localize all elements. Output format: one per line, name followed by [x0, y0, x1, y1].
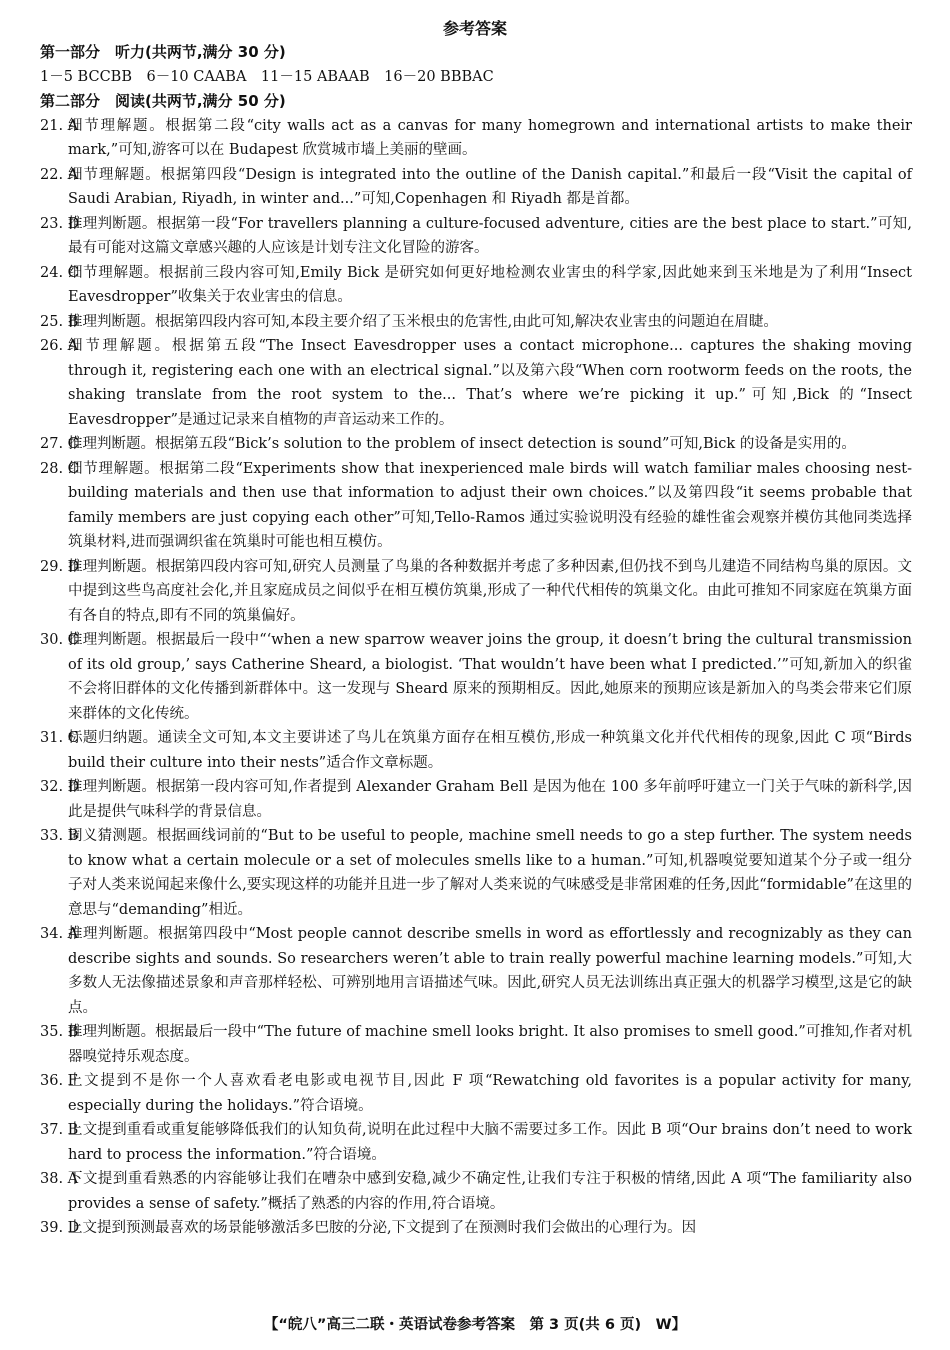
answer-item-32: [40, 775, 912, 824]
answer-explanation: 上文提到重看或重复能够降低我们的认知负荷,说明在此过程中大脑不需要过多工作。因此 B 项“Our brains don’t need to work hard to process the information.”符合语境。: [68, 1122, 912, 1163]
answer-item-36: [40, 1069, 912, 1118]
page-footer: 【“皖八”高三二联・英语试卷参考答案 第 3 页(共 6 页) W】: [263, 1317, 687, 1333]
answer-item-34: [40, 922, 912, 1020]
answer-number: 27. C: [40, 436, 79, 452]
answer-explanation: 上文提到不是你一个人喜欢看老电影或电视节目,因此 F 项“Rewatching old favorites is a popular activity for many, especially during the holidays.”符合语境。: [68, 1073, 912, 1114]
answer-number: 25. B: [40, 313, 79, 330]
answer-explanation: 推理判断题。根据第一段内容可知,作者提到 Alexander Graham Bell 是因为他在 100 多年前呼吁建立一门关于气味的新科学,因此是提供气味科学的背景信息。: [68, 779, 912, 820]
answer-explanation: 细节理解题。根据第五段“The Insect Eavesdropper uses a contact microphone... captures the shaking moving through it, registering each one with an electrical signal.”以及第六段“When corn rootworm feeds on the roots, the shaking translate from the root system to the... That’s where we’re picking it up.”可知,Bick 的“Insect Eavesdropper”是通过记录来自植物的声音运动来工作的。: [68, 338, 912, 428]
answer-explanation: 推理判断题。根据第四段中“Most people cannot describe smells in word as effortlessly and recognizably as they can describe sights and sounds. So researchers weren’t able to train really powerful machine learning models.”可知,大多数人无法像描述景象和声音那样轻松、可辨别地用言语描述气味。因此,研究人员无法训练出真正强大的机器学习模型,这是它的缺点。: [68, 926, 912, 1016]
answer-explanation: 推理判断题。根据最后一段中“The future of machine smell looks bright. It also promises to smell good.”可推知,作者对机器嗅觉持乐观态度。: [68, 1024, 912, 1065]
answer-number: 32. D: [40, 779, 80, 795]
answer-item-31: [40, 726, 912, 775]
answer-item-35: [40, 1020, 912, 1069]
answer-explanation: 推理判断题。根据第四段内容可知,研究人员测量了鸟巢的各种数据并考虑了多种因素,但仍找不到鸟儿建造不同结构鸟巢的原因。文中提到这些鸟高度社会化,并且家庭成员之间似乎在相互模仿筑巢,形成了一种代代相传的筑巢文化。由此可推知不同家庭在筑巢方面有各自的特点,即有不同的筑巢偏好。: [68, 558, 912, 624]
answer-explanation: 词义猜测题。根据画线词前的“But to be useful to people, machine smell needs to go a step further. The system needs to know what a certain molecule or a set of molecules smells like to a human.”可知,机器嗅觉要知道某个分子或一组分子对人类来说闻起来像什么,要实现这样的功能并且进一步了解对人类来说的气味感受是非常困难的任务,因此“formidable”在这里的意思与“demanding”相近。: [68, 828, 912, 918]
answer-number: 37. B: [40, 1122, 79, 1138]
part1-heading: 第一部分 听力(共两节,满分 30 分): [40, 43, 286, 61]
answer-explanation: 细节理解题。根据第四段“Design is integrated into the outline of the Danish capital.”和最后一段“Visit the capital of Saudi Arabian, Riyadh, in winter and...”可知,Copenhagen 和 Riyadh 都是首都。: [68, 166, 912, 207]
answer-explanation: 推理判断题。根据第一段“For travellers planning a culture-focused adventure, cities are the best place to start.”可知,最有可能对这篇文章感兴趣的人应该是计划专注文化冒险的游客。: [68, 215, 912, 256]
answer-item-21: [40, 114, 912, 163]
answer-number: 22. A: [40, 166, 79, 183]
answer-number: 26. A: [40, 338, 79, 354]
part2-heading: 第二部分 阅读(共两节,满分 50 分): [40, 92, 286, 110]
answer-explanation: 细节理解题。根据第二段“city walls act as a canvas for many homegrown and international artists to make their mark,”可知,游客可以在 Budapest 欣赏城市墙上美丽的壁画。: [68, 117, 912, 158]
answer-item-25: [40, 310, 912, 335]
answer-explanation: 标题归纳题。通读全文可知,本文主要讲述了鸟儿在筑巢方面存在相互模仿,形成一种筑巢文化并代代相传的现象,因此 C 项“Birds build their culture into their nests”适合作文章标题。: [68, 730, 912, 771]
answer-explanation: 推理判断题。根据最后一段中“‘when a new sparrow weaver joins the group, it doesn’t bring the cultural transmission of its old group,’ says Catherine Sheard, a biologist. ‘That wouldn’t have been what I predicted.’”可知,新加入的织雀不会将旧群体的文化传播到新群体中。这一发现与 Sheard 原来的预期相反。因此,她原来的预期应该是新加入的鸟类会带来它们原来群体的文化传统。: [68, 632, 912, 722]
answer-item-38: [40, 1167, 912, 1216]
answer-number: 21. A: [40, 117, 79, 134]
answer-explanation: 上文提到预测最喜欢的场景能够激活多巴胺的分泌,下文提到了在预测时我们会做出的心理行为。因: [68, 1220, 697, 1236]
answer-item-37: [40, 1118, 912, 1167]
answer-item-39: [40, 1216, 912, 1241]
answer-item-24: [40, 261, 912, 310]
answer-explanation: 细节理解题。根据前三段内容可知,Emily Bick 是研究如何更好地检测农业害虫的科学家,因此她来到玉米地是为了利用“Insect Eavesdropper”收集关于农业害虫的信息。: [68, 264, 912, 305]
answer-number: 33. B: [40, 828, 79, 844]
answer-number: 24. C: [40, 264, 79, 281]
answer-number: 31. C: [40, 730, 79, 746]
answer-number: 30. C: [40, 632, 79, 648]
answer-number: 39. D: [40, 1220, 80, 1236]
answer-explanation: 细节理解题。根据第二段“Experiments show that inexperienced male birds will watch familiar males choosing nest-building materials and then use that information to adjust their own choices.”以及第四段“it seems probable that family members are just copying each other”可知,Tello-Ramos 通过实验说明没有经验的雄性雀会观察并模仿其他同类选择筑巢材料,进而强调织雀在筑巢时可能也相互模仿。: [68, 460, 912, 550]
answer-content: [40, 40, 912, 1241]
answer-number: 28. C: [40, 460, 79, 477]
answer-number: 23. D: [40, 215, 80, 232]
answer-item-22: [40, 163, 912, 212]
answer-number: 36. F: [40, 1073, 78, 1089]
page-title: 参考答案: [442, 19, 507, 38]
answer-item-29: [40, 555, 912, 629]
answer-number: 35. B: [40, 1024, 79, 1040]
answer-number: 38. A: [40, 1171, 79, 1187]
answer-explanation: 推理判断题。根据第五段“Bick’s solution to the problem of insect detection is sound”可知,Bick 的设备是实用的。: [68, 436, 856, 452]
answer-item-33: [40, 824, 912, 922]
answer-item-23: [40, 212, 912, 261]
answer-explanation: 下文提到重看熟悉的内容能够让我们在嘈杂中感到安稳,减少不确定性,让我们专注于积极的情绪,因此 A 项“The familiarity also provides a sense of safety.”概括了熟悉的内容的作用,符合语境。: [68, 1171, 912, 1212]
answer-item-26: [40, 334, 912, 432]
answer-item-28: [40, 457, 912, 555]
answer-number: 34. A: [40, 926, 79, 942]
answer-number: 29. D: [40, 558, 80, 575]
listening-answers: 1－5 BCCBB 6－10 CAABA 11－15 ABAAB 16－20 BBBAC: [40, 68, 494, 85]
answer-item-27: [40, 432, 912, 457]
answer-explanation: 推理判断题。根据第四段内容可知,本段主要介绍了玉米根虫的危害性,由此可知,解决农业害虫的问题迫在眉睫。: [68, 313, 778, 330]
answer-item-30: [40, 628, 912, 726]
